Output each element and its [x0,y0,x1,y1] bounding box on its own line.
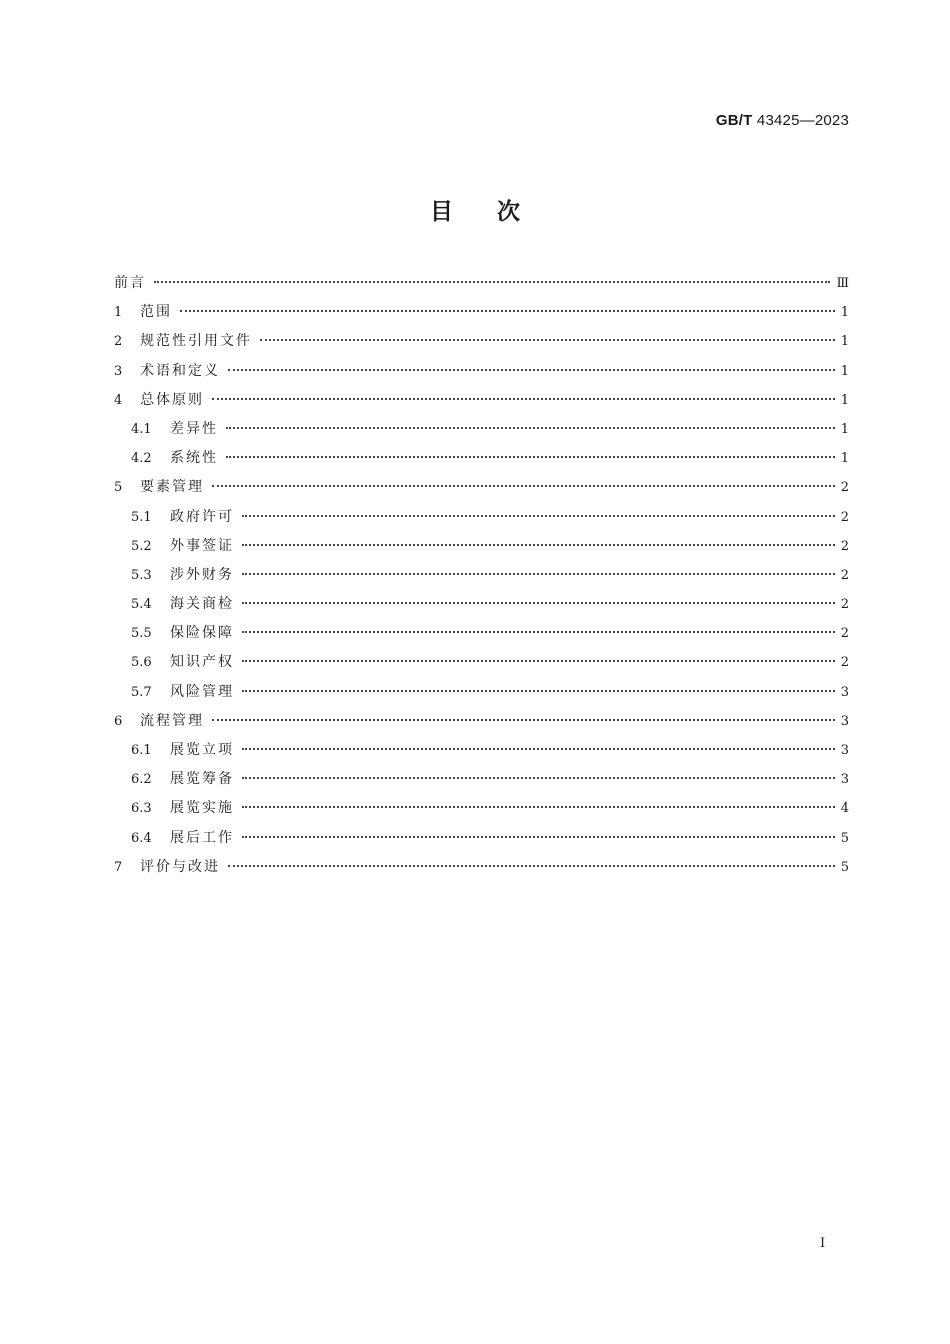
toc-entry-label: 规范性引用文件 [140,333,252,350]
toc-entry[interactable] [114,619,849,648]
toc-entry[interactable] [114,357,849,386]
toc-entry-label: 术语和定义 [140,362,220,379]
toc-entry-page: 3 [840,772,849,788]
toc-entry-number: 5 [114,480,123,496]
toc-entry-label: 展后工作 [170,829,234,846]
toc-entry[interactable] [114,473,849,502]
toc-entry-label: 涉外财务 [170,566,234,583]
toc-entry-page: 3 [840,713,849,729]
toc-entry-number: 5.7 [131,684,152,700]
standard-number: 43425—2023 [756,112,849,129]
dot-leader [212,718,835,721]
toc-entry-page: 2 [840,655,849,671]
toc-entry[interactable] [114,444,849,473]
toc-entry[interactable] [114,678,849,707]
toc-entry[interactable] [114,824,849,853]
toc-entry[interactable] [114,853,849,882]
toc-entry-page: 2 [840,597,849,613]
toc-entry[interactable] [114,648,849,677]
toc-entry[interactable] [114,532,849,561]
toc-entry-page: 4 [840,801,849,817]
toc-entry[interactable] [114,415,849,444]
toc-entry-label: 差异性 [170,420,218,437]
dot-leader [242,805,835,808]
toc-entry-number: 2 [114,334,123,350]
dot-leader [212,484,835,487]
dot-leader [242,630,835,633]
toc-entry-number: 6.2 [131,772,152,788]
toc-entry-page: 1 [840,451,849,467]
toc-entry-page: 2 [840,480,849,496]
toc-entry-number: 6 [114,713,123,729]
dot-leader [242,689,835,692]
toc-entry-label: 系统性 [170,450,218,467]
dot-leader [242,572,835,575]
dot-leader [260,338,835,341]
toc-entry-number: 1 [114,305,123,321]
toc-entry[interactable] [114,736,849,765]
toc-entry-label: 评价与改进 [140,858,220,875]
toc-entry-number: 5.3 [131,567,152,583]
toc-entry-page: 1 [840,305,849,321]
toc-entry-number: 5.1 [131,509,152,525]
dot-leader [242,659,835,662]
toc-entry-number: 4 [114,392,123,408]
toc-entry-label: 要素管理 [140,479,204,496]
dot-leader [242,601,835,604]
toc-entry-number: 5.6 [131,655,152,671]
toc-entry-page: 3 [840,743,849,758]
toc-entry[interactable] [114,269,849,298]
dot-leader [226,455,835,458]
toc-entry-page: 2 [840,509,849,525]
standard-code [716,112,849,129]
toc-entry-page: 2 [840,626,849,642]
toc-entry-number: 6.1 [131,743,152,758]
toc-entry-number: 6.3 [131,801,152,817]
toc-entry-label: 风险管理 [170,683,234,700]
toc-title: 目次 [430,199,564,225]
toc-entry-number: 3 [114,363,123,379]
toc-entry-page: 1 [840,392,849,408]
dot-leader [242,835,835,838]
toc-entry[interactable] [114,765,849,794]
toc-entry-page: 1 [840,334,849,350]
standard-prefix: GB/T [715,112,753,129]
toc-entry-page: 3 [840,684,849,700]
toc-entry-number: 4.1 [131,421,152,437]
dot-leader [228,864,835,867]
toc-entry-label: 范围 [140,304,172,321]
dot-leader [226,426,835,429]
dot-leader [212,397,835,400]
toc-entry-number: 5.2 [131,538,152,554]
dot-leader [242,776,835,779]
dot-leader [154,280,830,283]
toc-entry-label: 海关商检 [170,596,234,613]
toc-entry[interactable] [114,794,849,823]
toc-entry[interactable] [114,707,849,736]
toc-entry-label: 展览实施 [170,800,234,817]
toc-entry[interactable] [114,590,849,619]
toc-entry-label: 前言 [114,275,146,291]
toc-entry-number: 7 [114,859,123,875]
toc-entry-number: 5.5 [131,626,152,642]
toc-entry-label: 展览筹备 [170,771,234,788]
dot-leader [242,514,835,517]
toc-entry-label: 外事签证 [170,537,234,554]
toc-entry-page: Ⅲ [836,276,849,291]
toc-entry-label: 总体原则 [140,391,204,408]
toc-entry-label: 流程管理 [140,712,204,729]
dot-leader [242,543,835,546]
dot-leader [242,747,835,750]
toc-entry-page: 2 [840,538,849,554]
toc-entry[interactable] [114,298,849,327]
toc-entry-label: 知识产权 [170,654,234,671]
footer-page-number: I [820,1236,826,1251]
toc-entry-page: 5 [840,830,849,846]
toc-entry[interactable] [114,327,849,356]
toc-entry-page: 2 [840,567,849,583]
toc-entry-label: 政府许可 [170,508,234,525]
toc-entry-number: 4.2 [131,451,152,467]
toc-entry[interactable] [114,386,849,415]
toc-entry-number: 5.4 [131,597,152,613]
dot-leader [180,309,835,312]
toc-entry-page: 1 [840,363,849,379]
toc-entry-label: 展览立项 [170,742,234,758]
table-of-contents [114,269,849,882]
dot-leader [228,368,835,371]
toc-entry[interactable] [114,561,849,590]
toc-entry-page: 1 [840,421,849,437]
toc-entry-number: 6.4 [131,830,152,846]
toc-entry-page: 5 [840,859,849,875]
toc-entry[interactable] [114,503,849,532]
toc-entry-label: 保险保障 [170,625,234,642]
